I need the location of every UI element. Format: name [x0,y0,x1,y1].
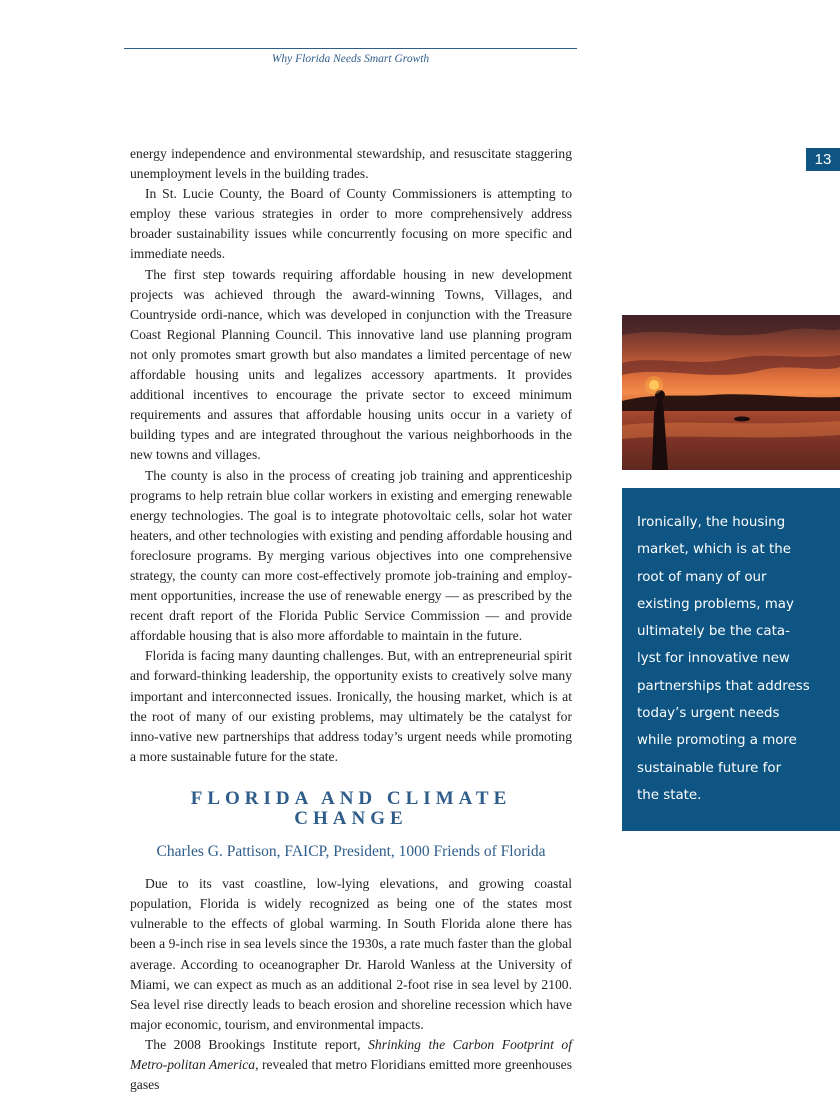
pull-quote-line: root of many of our [637,569,767,585]
pull-quote-line: market, which is at the [637,542,791,558]
body-paragraph: In St. Lucie County, the Board of County Commissioners is attempting to employ these various strategies in order to more comprehensively address broader sustainability issues while concurrently focusing on more specific and immediate needs. [130,186,572,262]
main-column [130,144,572,1095]
section-byline: Charles G. Pattison, FAICP, President, 1000 Friends of Florida [156,843,546,861]
citation-tail: , revealed that metro Floridians emitted more greenhouses gases [130,1057,572,1093]
sunset-over-water-photo [622,315,840,470]
body-paragraph: energy independence and environmental stewardship, and resuscitate staggering unemployment levels in the building trades. [130,146,572,182]
pull-quote-line: today’s urgent needs [637,706,780,722]
pull-quote-line: while promoting a more [637,733,797,749]
body-paragraph [130,1035,572,1095]
running-title: Why Florida Needs Smart Growth [271,53,430,65]
pull-quote-line: Ironically, the housing [637,515,786,530]
citation-lead: The 2008 Brookings Institute report, [145,1036,369,1052]
section-title: FLORIDA AND CLIMATE CHANGE [190,787,512,829]
pull-quote-box [622,488,840,831]
header-rule [124,48,577,49]
pull-quote-line: lyst for innovative new [637,651,790,667]
body-paragraph: Florida is facing many daunting challenges. But, with an entrepreneurial spirit and forward-thinking leadership, the opportunity exists to creatively solve many important and interconnected issues. Ironically, the housing market, which is at the root of many of our existing problems, may ultimately be the catalyst for inno-vative new partnerships that address today’s urgent needs while promoting a more sustainable future for the state. [130,648,572,764]
page-number: 13 [806,148,840,171]
body-paragraph: The county is also in the process of creating job training and apprenticeship programs to help retrain blue collar workers in existing and emerging renewable energy technologies. The goal is to integrate photovoltaic cells, solar hot water heaters, and other technologies with existing and pending affordable housing and foreclosure programs. By merging various objectives into one comprehensive strategy, the county can more cost-effectively promote job-training and employ-ment opportunities, increase the use of renewable energy — as prescribed by the recent draft report of the Florida Public Service Commission — and provide affordable housing that is also more affordable to maintain in the future. [130,467,572,644]
pull-quote-line: sustainable future for [637,760,782,776]
body-paragraph: The first step towards requiring affordable housing in new development projects was achieved through the award-winning Towns, Villages, and Countryside ordi-nance, which was developed in conjunction with the Treasure Coast Regional Planning Council. This innovative land use planning program not only promotes smart growth but also mandates a limited percentage of new affordable housing units and legalizes accessory apartments. It provides additional incentives to encourage the private sector to exceed minimum requirements and assures that affordable housing units occur in a variety of building types and are integrated throughout the various neighborhoods in the new towns and villages. [130,266,572,463]
pull-quote-line: partnerships that address [637,678,810,694]
pull-quote-line: the state. [637,787,702,803]
report-title: Shrinking the Carbon Footprint of Metro-politan America [130,1036,572,1073]
pull-quote [637,509,832,809]
pull-quote-line: existing problems, may [637,596,794,612]
pull-quote-line: ultimately be the cata- [637,624,790,640]
body-paragraph: Due to its vast coastline, low-lying elevations, and growing coastal population, Florida is widely recognized as being one of the states most vulnerable to the effects of global warming. In South Florida alone there has been a 9-inch rise in sea levels since the 1930s, a rate much faster than the global average. According to oceanographer Dr. Harold Wanless at the University of Miami, we can expect as much as an additional 2-foot rise in sea level by 2100. Sea level rise directly leads to beach erosion and shoreline recession which have major economic, tourism, and environmental impacts. [130,876,572,1032]
